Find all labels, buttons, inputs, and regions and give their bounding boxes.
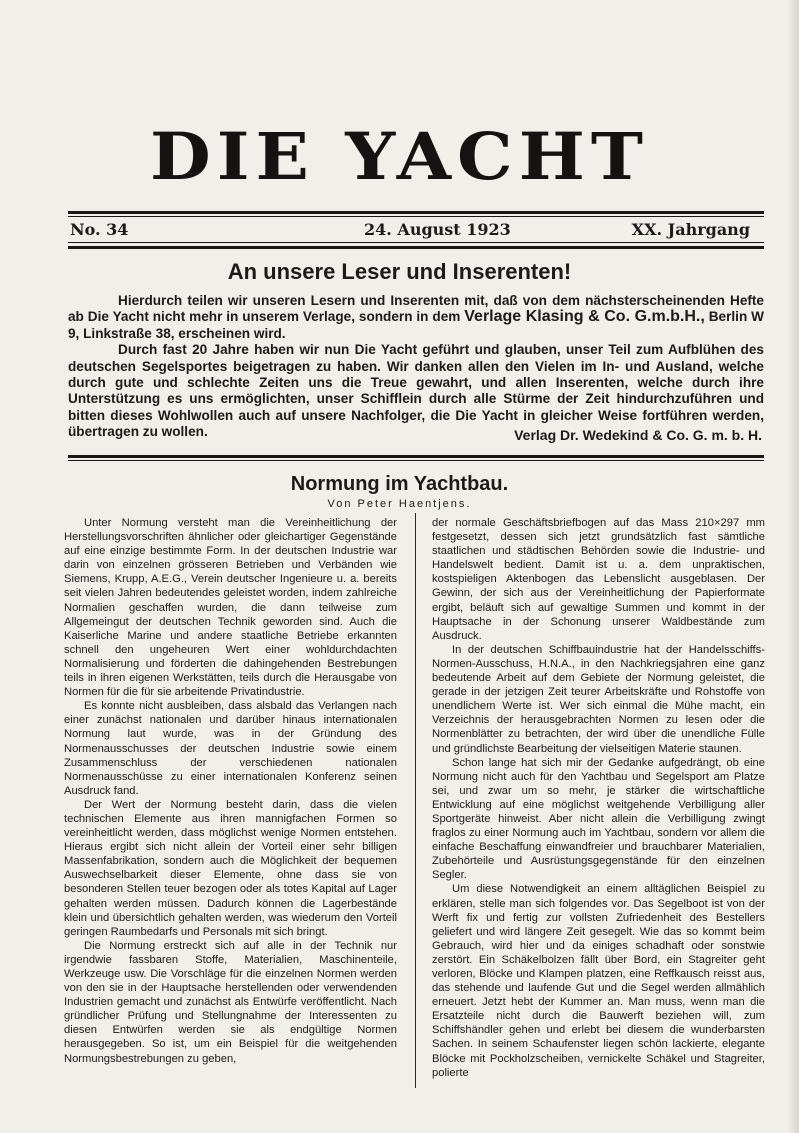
column-divider: [415, 513, 416, 1088]
article-title: Normung im Yachtbau.: [290, 473, 509, 495]
issue-volume: XX. Jahrgang: [631, 220, 750, 239]
article-byline: Von Peter Haentjens.: [327, 498, 472, 510]
article-paragraph: Schon lange hat sich mir der Gedanke aufgedrängt, ob eine Normung nicht auch für den Yachtbau und Segelsport am Platze sei, und zwar um so mehr, je stärker die wirtschaftliche Entwicklung auf eine möglichst weitgehende Verbilligung aller Sportgeräte hinweist. Aber nicht allein die Verbilligung zwingt fraglos zu einer Normung auch im Yachtbau, sondern vor allem die einfache Beschaffung einwandfreier und brauchbarer Materialien, Zubehörteile und Ausrüstungsgegenstände für den einzelnen Segler.: [432, 756, 765, 882]
article-paragraph: In der deutschen Schiffbauindustrie hat der Handelsschiffs-Normen-Ausschuss, H.N.A., in den Nachkriegsjahren eine ganz bedeutende Arbeit auf dem Gebiete der Normung geleistet, die gerade in der jetzigen Zeit teurer Arbeitskräfte und Rohstoffe von unendlichem Werte ist. Wer sich einmal die Mühe macht, ein Verzeichnis der herausgebrachten Normen zu lesen oder die Normenblätter zu betrachten, der wird über die unendliche Fülle und gründlichste Bearbeitung der vielseitigen Materie staunen.: [432, 643, 765, 755]
publisher-name: Verlage Klasing & Co. G.m.b.H.,: [464, 308, 705, 326]
issue-date: 24. August 1923: [364, 220, 511, 239]
issue-number: No. 34: [70, 220, 129, 239]
notice-signature: Verlag Dr. Wedekind & Co. G. m. b. H.: [514, 427, 762, 443]
dateline: [70, 220, 750, 242]
masthead-title: DIE YACHT: [150, 118, 649, 195]
article-paragraph: Die Normung erstreckt sich auf alle in der Technik nur irgendwie fassbaren Stoffe, Materialien, Maschinenteile, Werkzeuge usw. Die Vorschläge für die einzelnen Normen werden von den sie in der Hauptsache herstellenden oder verwendenden Industrien gemacht und zunächst als Entwürfe veröffentlicht. Nach gründlicher Prüfung und Stellungnahme der Interessenten zu diesen Entwürfen werden sie als endgültige Normen herausgegeben. So ist, um ein Beispiel für die weitgehenden Normungsbestrebungen zu geben,: [64, 939, 397, 1065]
section-rule: [68, 455, 764, 458]
notice-body: [68, 293, 764, 441]
article-paragraph: Der Wert der Normung besteht darin, dass die vielen technischen Elemente aus ihren mannigfachen Formen so vereinheitlicht werden, dass möglichst wenige Normen entstehen. Hieraus ergibt sich nicht allein der Vorteil einer sehr billigen Massenfabrikation, sondern auch die Möglichkeit der bequemen Auswechselbarkeit dieser Elemente, ohne dass sie von besonderen Stellen teuer bezogen oder als totes Kapital auf Lager gehalten werden müssen. Dadurch können die Lagerbestände klein und übersichtlich gehalten werden, was wiederum den Vorteil geringen Raumbedarfs und Personals mit sich bringt.: [64, 798, 397, 938]
article-column-right: [432, 516, 765, 1091]
page-edge-shadow: [787, 0, 799, 1133]
dateline-rule: [68, 246, 764, 249]
top-rule: [68, 211, 764, 214]
notice-title: An unsere Leser und Inserenten!: [227, 259, 572, 284]
article-paragraph: Unter Normung versteht man die Vereinheitlichung der Herstellungsvorschriften ähnlicher oder gleichartiger Gegenstände auf eine einzige bestimmte Form. In der deutschen Industrie war darin von einzelnen grösseren Betrieben und Verbänden wie Siemens, Krupp, A.E.G., Verein deutscher Ingenieure u. a. bereits seit vielen Jahren bedeutendes geleistet worden, indem zahlreiche Normalien geschaffen wurden, die dann teilweise zum Allgemeingut der deutschen Technik geworden sind. Auch die Kaiserliche Marine und andere staatliche Betriebe erkannten schnell den ungeheuren Wert einer wohldurchdachten Normalisierung und förderten die dahingehenden Bestrebungen teils in ihren eigenen Werkstätten, teils durch die Herausgabe von Normen für die für sie arbeitende Privatindustrie.: [64, 517, 397, 699]
article-paragraph: Es konnte nicht ausbleiben, dass alsbald das Verlangen nach einer zunächst nationalen und darüber hinaus internationalen Normung laut wurde, was in der Gründung des Normenausschusses der deutschen Industrie sowie einem Zusammenschluss der verschiedenen nationalen Normenausschüsse zu einer internationalen Konferenz seinen Ausdruck fand.: [64, 700, 397, 797]
dateline-rule-thin: [68, 242, 764, 243]
top-rule-thin: [68, 216, 764, 217]
notice-paragraph: Hierdurch teilen wir unseren Lesern und Inserenten mit, daß von dem nächsterscheinenden Hefte ab Die Yacht nicht mehr in unserem Verlage, sondern in dem Verlage Klasing & Co. G.m.b.H., Berlin W 9, Linkstraße 38, erscheinen wird.: [68, 293, 764, 341]
article-paragraph: der normale Geschäftsbriefbogen auf das Mass 210×297 mm festgesetzt, dessen sich jetzt grundsätzlich fast sämtliche staatlichen und städtischen Behörden sowie die Industrie- und Handelswelt bedient. Damit ist u. a. dem unpraktischen, kostspieligen Aktenbogen das Lebenslicht ausgeblasen. Der Gewinn, der sich aus der Vereinheitlichung der Papierformate ergibt, beläuft sich auf gewaltige Summen und kommt in der Hauptsache in der Schonung unserer Waldbestände zum Ausdruck.: [432, 517, 765, 642]
article-paragraph: Um diese Notwendigkeit an einem alltäglichen Beispiel zu erklären, stelle man sich folgendes vor. Das Segelboot ist von der Werft fix und fertig zur vollsten Zufriedenheit des Bestellers geliefert und wird längere Zeit gesegelt. Wie das so kommt beim Gebrauch, wird hier und da einiges schadhaft oder sonstwie zerstört. Ein Schäkelbolzen fällt über Bord, ein Stagreiter geht verloren, Blöcke und Klampen platzen, eine Reffkausch reisst aus, das stehende und laufende Gut und die Segel werden allmählich erneuert. Jetzt hebt der Kummer an. Man muss, wenn man die Ersatzteile nicht durch die Bauwerft beziehen will, zum Schiffshändler gehen und erlebt bei diesem die wunderbarsten Sachen. In seinem Schaufenster liegen schön lackierte, elegante Blöcke mit Pockholzscheiben, vernickelte Schäkel und Stagreiter, polierte: [432, 883, 765, 1079]
notice-paragraph: Durch fast 20 Jahre haben wir nun Die Yacht geführt und glauben, unser Teil zum Aufblühen des deutschen Segelsportes beigetragen zu haben. Wir danken allen den Vielen im In- und Ausland, welche durch gute und schlechte Zeiten uns die Treue gewahrt, und allen Inserenten, welche durch ihre Unterstützung es uns ermöglichten, unser Schifflein durch alle Stürme der Zeit hindurchzuführen und bitten dieses Wohlwollen auch auf unsere Nachfolger, die Die Yacht in gleicher Weise fortführen werden, übertragen zu wollen.: [68, 342, 764, 440]
section-rule-thin: [68, 460, 764, 461]
article-column-left: [64, 516, 397, 1091]
